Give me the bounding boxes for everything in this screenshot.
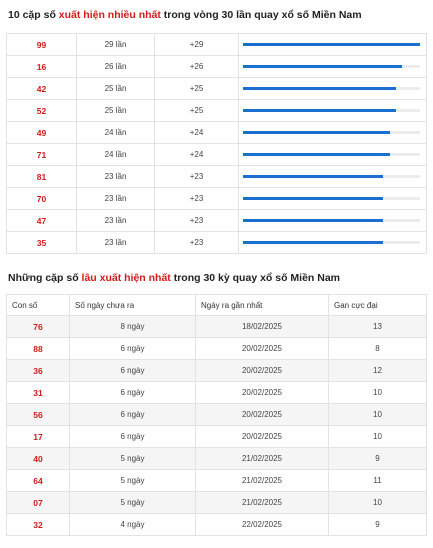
absent-number: 17 <box>7 426 70 448</box>
header-days: Số ngày chưa ra <box>70 295 196 316</box>
frequency-bar-fill <box>243 197 383 200</box>
frequency-bar-track <box>243 65 420 68</box>
pair-number: 99 <box>7 34 77 56</box>
table-row <box>7 144 427 166</box>
absent-max-gap: 10 <box>329 382 427 404</box>
pair-number: 71 <box>7 144 77 166</box>
section2-title-highlight: lâu xuất hiện nhất <box>81 272 171 284</box>
absent-number: 40 <box>7 448 70 470</box>
absent-number: 56 <box>7 404 70 426</box>
frequent-pairs-table <box>6 33 427 254</box>
table-row <box>7 232 427 254</box>
pair-number: 70 <box>7 188 77 210</box>
absent-max-gap: 13 <box>329 316 427 338</box>
absent-last-date: 20/02/2025 <box>196 382 329 404</box>
absent-days: 5 ngày <box>70 448 196 470</box>
pair-plus: +24 <box>155 144 239 166</box>
absent-last-date: 20/02/2025 <box>196 338 329 360</box>
section2-title-post: trong 30 kỳ quay xổ số Miền Nam <box>170 272 341 284</box>
frequency-bar-track <box>243 153 420 156</box>
section1-title <box>8 9 362 21</box>
frequency-bar-cell <box>239 122 427 144</box>
absent-days: 5 ngày <box>70 470 196 492</box>
table-row <box>7 100 427 122</box>
absent-days: 4 ngày <box>70 514 196 536</box>
table-row <box>7 382 427 404</box>
frequency-bar-cell <box>239 56 427 78</box>
pair-number: 47 <box>7 210 77 232</box>
frequency-bar-track <box>243 131 420 134</box>
table-row <box>7 404 427 426</box>
absent-number: 07 <box>7 492 70 514</box>
absent-number: 36 <box>7 360 70 382</box>
pair-count: 26 lần <box>77 56 155 78</box>
pair-count: 24 lần <box>77 144 155 166</box>
absent-max-gap: 11 <box>329 470 427 492</box>
table-row <box>7 492 427 514</box>
pair-count: 29 lần <box>77 34 155 56</box>
table-row <box>7 470 427 492</box>
pair-number: 16 <box>7 56 77 78</box>
frequency-bar-cell <box>239 188 427 210</box>
frequency-bar-fill <box>243 175 383 178</box>
pair-plus: +23 <box>155 232 239 254</box>
section2-title-pre: Những cặp số <box>8 272 82 284</box>
frequency-bar-fill <box>243 131 390 134</box>
frequency-bar-cell <box>239 210 427 232</box>
table-row <box>7 34 427 56</box>
frequency-bar-cell <box>239 100 427 122</box>
pair-plus: +24 <box>155 122 239 144</box>
table-row <box>7 122 427 144</box>
header-number: Con số <box>7 295 70 316</box>
table-row <box>7 316 427 338</box>
absent-max-gap: 9 <box>329 448 427 470</box>
frequency-bar-fill <box>243 219 383 222</box>
absent-last-date: 20/02/2025 <box>196 404 329 426</box>
pair-number: 42 <box>7 78 77 100</box>
frequency-bar-track <box>243 197 420 200</box>
frequency-bar-track <box>243 175 420 178</box>
header-last-date: Ngày ra gần nhất <box>196 295 329 316</box>
absent-max-gap: 10 <box>329 426 427 448</box>
pair-plus: +29 <box>155 34 239 56</box>
section2-title <box>8 272 340 284</box>
table-row <box>7 338 427 360</box>
table-row <box>7 188 427 210</box>
frequency-bar-cell <box>239 78 427 100</box>
pair-plus: +23 <box>155 210 239 232</box>
pair-number: 35 <box>7 232 77 254</box>
pair-plus: +23 <box>155 188 239 210</box>
table-row <box>7 514 427 536</box>
pair-plus: +25 <box>155 78 239 100</box>
section1-title-highlight: xuất hiện nhiều nhất <box>58 9 161 21</box>
frequency-bar-track <box>243 219 420 222</box>
pair-plus: +26 <box>155 56 239 78</box>
frequency-bar-cell <box>239 34 427 56</box>
frequency-bar-fill <box>243 43 420 46</box>
frequency-bar-fill <box>243 109 396 112</box>
absent-days: 6 ngày <box>70 338 196 360</box>
absent-number: 31 <box>7 382 70 404</box>
absent-last-date: 20/02/2025 <box>196 360 329 382</box>
table-row <box>7 426 427 448</box>
frequency-bar-track <box>243 241 420 244</box>
frequency-bar-cell <box>239 144 427 166</box>
pair-number: 81 <box>7 166 77 188</box>
pair-count: 25 lần <box>77 78 155 100</box>
table-row <box>7 166 427 188</box>
pair-count: 24 lần <box>77 122 155 144</box>
frequency-bar-track <box>243 87 420 90</box>
table-row <box>7 360 427 382</box>
absent-days: 5 ngày <box>70 492 196 514</box>
absent-days: 6 ngày <box>70 360 196 382</box>
frequency-bar-fill <box>243 65 402 68</box>
table-header-row <box>7 295 427 316</box>
frequency-bar-track <box>243 109 420 112</box>
absent-days: 6 ngày <box>70 404 196 426</box>
pair-count: 23 lần <box>77 210 155 232</box>
absent-number: 64 <box>7 470 70 492</box>
absent-number: 32 <box>7 514 70 536</box>
absent-max-gap: 10 <box>329 404 427 426</box>
absent-days: 8 ngày <box>70 316 196 338</box>
frequency-bar-cell <box>239 166 427 188</box>
absent-max-gap: 10 <box>329 492 427 514</box>
absent-last-date: 20/02/2025 <box>196 426 329 448</box>
absent-max-gap: 12 <box>329 360 427 382</box>
absent-last-date: 22/02/2025 <box>196 514 329 536</box>
pair-count: 23 lần <box>77 166 155 188</box>
absent-days: 6 ngày <box>70 382 196 404</box>
table-row <box>7 210 427 232</box>
pair-count: 25 lần <box>77 100 155 122</box>
table-row <box>7 448 427 470</box>
frequency-bar-cell <box>239 232 427 254</box>
absent-last-date: 21/02/2025 <box>196 448 329 470</box>
pair-count: 23 lần <box>77 232 155 254</box>
frequency-bar-fill <box>243 153 390 156</box>
frequency-bar-fill <box>243 241 383 244</box>
absent-last-date: 18/02/2025 <box>196 316 329 338</box>
absent-max-gap: 8 <box>329 338 427 360</box>
section1-title-post: trong vòng 30 lần quay xổ số Miền Nam <box>160 9 362 21</box>
pair-plus: +25 <box>155 100 239 122</box>
absent-number: 88 <box>7 338 70 360</box>
absent-last-date: 21/02/2025 <box>196 492 329 514</box>
pair-plus: +23 <box>155 166 239 188</box>
table-row <box>7 56 427 78</box>
header-max-gap: Gan cực đại <box>329 295 427 316</box>
frequency-bar-fill <box>243 87 396 90</box>
pair-count: 23 lần <box>77 188 155 210</box>
absent-last-date: 21/02/2025 <box>196 470 329 492</box>
absent-max-gap: 9 <box>329 514 427 536</box>
longest-absent-table <box>6 294 427 536</box>
section1-title-pre: 10 cặp số <box>8 9 59 21</box>
absent-days: 6 ngày <box>70 426 196 448</box>
frequency-bar-track <box>243 43 420 46</box>
pair-number: 52 <box>7 100 77 122</box>
absent-number: 76 <box>7 316 70 338</box>
pair-number: 49 <box>7 122 77 144</box>
table-row <box>7 78 427 100</box>
